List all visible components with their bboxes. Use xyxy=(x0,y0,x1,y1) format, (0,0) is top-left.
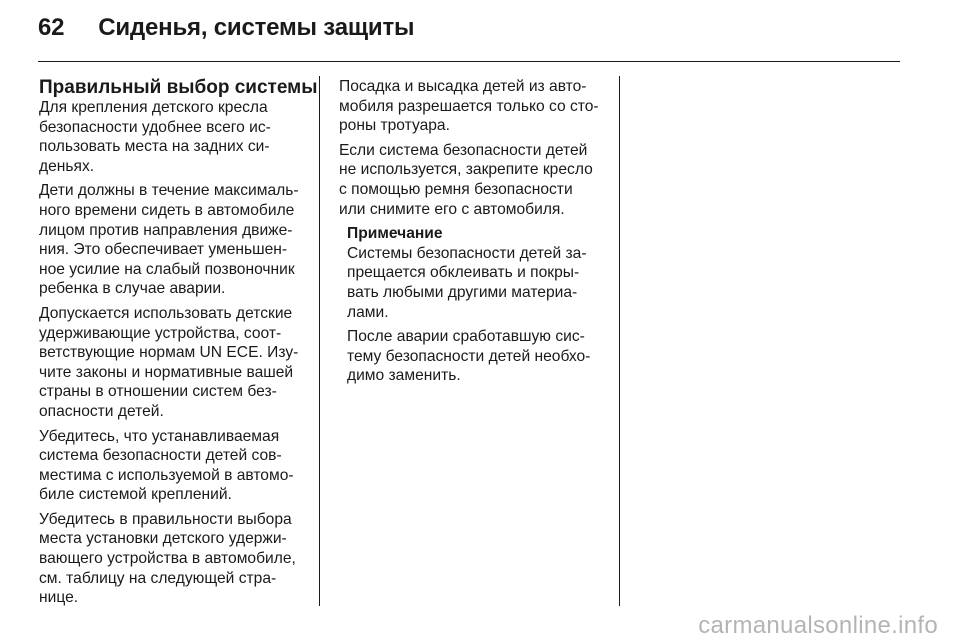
text-line: вающего устройства в автомобиле, xyxy=(39,550,296,568)
text-line: лами. xyxy=(347,303,389,321)
paragraph xyxy=(39,98,307,176)
paragraph xyxy=(39,510,307,608)
text-line: роны тротуара. xyxy=(339,117,450,135)
column-divider-right xyxy=(619,76,620,606)
text-line: ветствующие нормам UN ECE. Изу- xyxy=(39,344,299,362)
text-line: Дети должны в течение максималь- xyxy=(39,182,299,200)
note-title: Примечание xyxy=(347,225,443,243)
text-line: страны в отношении систем без- xyxy=(39,383,277,401)
text-line: или снимите его с автомобиля. xyxy=(339,200,565,218)
paragraph xyxy=(339,141,607,219)
text-line: Для крепления детского кресла xyxy=(39,99,268,116)
paragraph xyxy=(339,77,607,136)
column-divider-left xyxy=(319,76,320,606)
text-line: вать любыми другими материа- xyxy=(347,283,578,301)
left-column xyxy=(39,77,318,613)
text-line: удерживающие устройства, соот- xyxy=(39,324,282,342)
watermark: carmanualsonline.info xyxy=(698,612,938,639)
text-line: не используется, закрепите кресло xyxy=(339,161,593,179)
note-block xyxy=(347,224,607,386)
paragraph xyxy=(39,304,307,422)
text-line: ного времени сидеть в автомобиле xyxy=(39,201,295,219)
text-line: с помощью ремня безопасности xyxy=(339,180,573,198)
text-line: биле системой креплений. xyxy=(39,486,232,504)
page-header xyxy=(38,14,414,42)
text-line: Если система безопасности детей xyxy=(339,141,588,159)
text-line: димо заменить. xyxy=(347,367,461,385)
text-line: прещается обклеивать и покры- xyxy=(347,264,580,282)
text-line: ния. Это обеспечивает уменьшен- xyxy=(39,241,288,259)
text-line: опасности детей. xyxy=(39,402,164,420)
text-line: мобиля разрешается только со сто- xyxy=(339,97,599,115)
text-line: места установки детского удержи- xyxy=(39,530,287,548)
text-line: После аварии сработавшую сис- xyxy=(347,328,585,346)
text-line: Посадка и высадка детей из авто- xyxy=(339,78,587,95)
text-line: лицом против направления движе- xyxy=(39,221,293,239)
paragraph xyxy=(39,181,307,299)
text-line: Убедитесь в правильности выбора xyxy=(39,510,292,528)
text-line: ребенка в случае аварии. xyxy=(39,280,226,298)
note-paragraph xyxy=(347,244,607,322)
header-divider xyxy=(38,61,900,62)
text-line: система безопасности детей сов- xyxy=(39,447,282,465)
text-line: нице. xyxy=(39,589,79,607)
text-line: см. таблицу на следующей стра- xyxy=(39,569,277,587)
text-line: тему безопасности детей необхо- xyxy=(347,347,591,365)
text-line: пользовать места на задних си- xyxy=(39,138,270,156)
text-line: Допускается использовать детские xyxy=(39,304,293,322)
text-line: деньях. xyxy=(39,157,95,175)
text-line: чите законы и нормативные вашей xyxy=(39,363,294,381)
section-title: Правильный выбор системы xyxy=(39,77,318,98)
text-line: безопасности удобнее всего ис- xyxy=(39,118,271,136)
note-paragraph xyxy=(347,327,607,386)
text-line: Убедитесь, что устанавливаемая xyxy=(39,427,280,445)
page-number: 62 xyxy=(38,14,65,41)
text-line: ное усилие на слабый позвоночник xyxy=(39,260,295,278)
text-line: Системы безопасности детей за- xyxy=(347,244,587,262)
right-column xyxy=(339,77,607,391)
page-title: Сиденья, системы защиты xyxy=(98,14,415,41)
paragraph xyxy=(39,427,307,505)
text-line: местима с используемой в автомо- xyxy=(39,466,294,484)
